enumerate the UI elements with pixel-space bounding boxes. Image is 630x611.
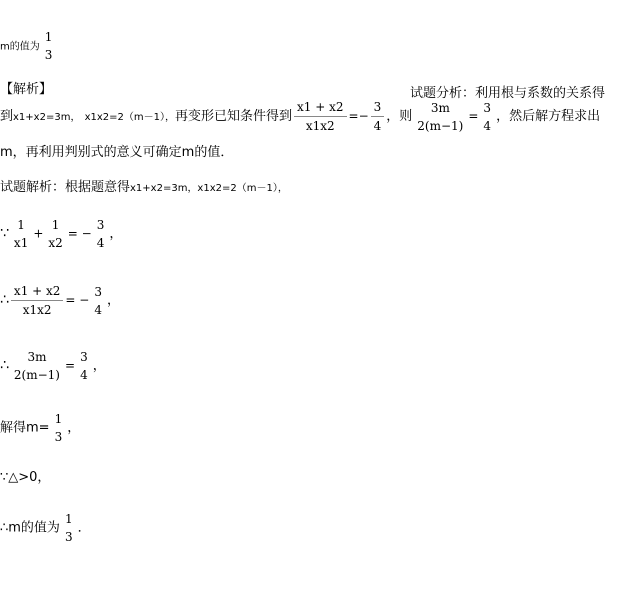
analysis-fraction-3: 3m 2(m−1) (417, 100, 464, 133)
step2-fraction-1: $\frac{x1 + x2}{x1x2}$ (11, 284, 64, 317)
step1-tail: ， (109, 226, 123, 242)
therefore-symbol: ∴ (0, 357, 9, 374)
step4-prefix: 解得m= (0, 420, 50, 436)
step3-equals: = (65, 358, 76, 373)
analysis-product: x1x2=2（m－1）， (84, 112, 175, 123)
analysis-line-2: 到x1+x2=3m， x1x2=2（m－1），再变形已知条件得到 $\frac{x1 + x2}{x1x2}$ =− $\frac{3}{4}$ ，则 3m 2(m−1) = 3 4 ，然后解方程求出 (0, 100, 601, 133)
step-1 (0, 218, 122, 250)
step-4 (0, 412, 80, 444)
step1-plus: + (33, 226, 44, 241)
answer-line (0, 30, 57, 62)
analysis-fraction-1: $\frac{x1 + x2}{x1x2}$ (294, 100, 347, 133)
analysis-line-3: m，再利用判别式的意义可确定m的值． (0, 145, 234, 160)
step-6 (0, 512, 91, 544)
analysis-text-transform: 再变形已知条件得到 (174, 109, 292, 124)
analysis-text-solve: ，然后解方程求出 (496, 109, 601, 124)
step3-fraction-2: 3 4 (80, 350, 88, 382)
step6-fraction: 1 3 (64, 512, 73, 544)
solution-intro (0, 180, 288, 197)
therefore-symbol: ∴ (0, 292, 9, 308)
step-2 (0, 284, 120, 317)
step2-fraction-2: 3 4 (94, 284, 102, 317)
because-symbol: ∵ (0, 225, 9, 242)
analysis-fraction-2: $\frac{3}{4}$ (371, 100, 385, 133)
step4-tail: ， (67, 420, 81, 436)
analysis-fraction-4: 3 4 (483, 100, 492, 133)
step6-prefix: ∴m的值为 (0, 520, 60, 536)
step2-tail: ， (107, 293, 121, 308)
step6-tail: ． (77, 520, 91, 536)
step-5: ∵△>0， (0, 470, 51, 485)
step3-fraction-1: 3m 2(m−1) (13, 350, 60, 382)
step1-fraction-3: 3 4 (96, 218, 105, 250)
answer-fraction: 1 3 (44, 30, 53, 62)
answer-prefix: m的值为 (0, 41, 40, 53)
step2-equals: = − (65, 293, 90, 307)
analysis-equals-1: = (348, 109, 359, 123)
step3-tail: ， (92, 358, 106, 374)
analysis-header: 【解析】 (0, 82, 53, 97)
analysis-sum: x1+x2=3m， (13, 112, 81, 123)
analysis-intro: 试题分析：利用根与系数的关系得 (410, 86, 606, 101)
step-3 (0, 350, 106, 382)
solution-intro-text: 试题解析：根据题意得 (0, 180, 131, 195)
step1-equals: = − (67, 226, 92, 241)
analysis-equals-2: = (468, 109, 479, 123)
step1-fraction-2: 1 x2 (48, 218, 63, 250)
analysis-text-then: ，则 (386, 109, 413, 124)
solution-intro-relations: x1+x2=3m，x1x2=2（m－1）， (130, 183, 288, 194)
step4-fraction: 1 3 (54, 412, 63, 444)
analysis-text-to: 到 (0, 109, 14, 124)
step1-fraction-1: 1 x1 (13, 218, 29, 250)
